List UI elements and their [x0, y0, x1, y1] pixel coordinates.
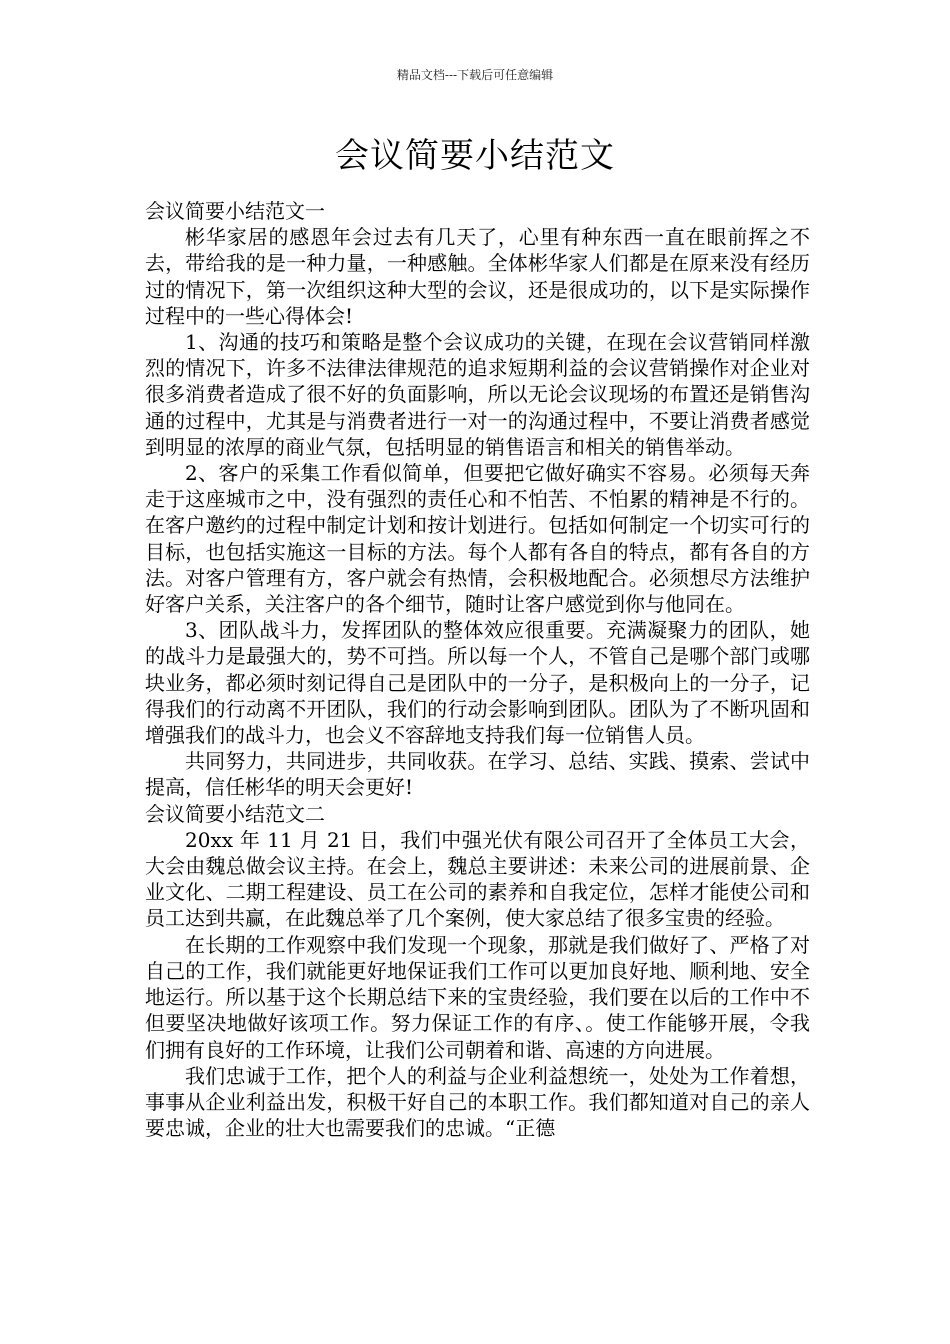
paragraph: 在长期的工作观察中我们发现一个现象，那就是我们做好了、严格了对自己的工作，我们就能更好地保证我们工作可以更加良好地、顺利地、安全地运行。所以基于这个长期总结下来的宝贵经验，我们要在以后的工作中不但要坚决地做好该项工作。努力保证工作的有序、。使工作能够开展，令我们拥有良好的工作环境，让我们公司朝着和谐、高速的方向进展。: [145, 932, 810, 1062]
document-title: 会议简要小结范文: [335, 136, 615, 176]
paragraph: 20xx 年 11 月 21 日，我们中强光伏有限公司召开了全体员工大会，大会由魏总做会议主持。在会上，魏总主要讲述：未来公司的进展前景、企业文化、二期工程建设、员工在公司的素养和自我定位，怎样才能使公司和员工达到共赢，在此魏总举了几个案例，使大家总结了很多宝贵的经验。: [145, 827, 810, 931]
paragraph: 1、沟通的技巧和策略是整个会议成功的关键，在现在会议营销同样激烈的情况下，许多不法律法律规范的追求短期利益的会议营销操作对企业对很多消费者造成了很不好的负面影响，所以无论会议现场的布置还是销售沟通的过程中，尤其是与消费者进行一对一的沟通过程中，不要让消费者感觉到明显的浓厚的商业气氛，包括明显的销售语言和相关的销售举动。: [145, 330, 810, 459]
section-heading-1: 会议简要小结范文一: [145, 199, 325, 223]
section-heading-2: 会议简要小结范文二: [145, 801, 325, 826]
paragraph: 彬华家居的感恩年会过去有几天了，心里有种东西一直在眼前挥之不去，带给我的是一种力量，一种感触。全体彬华家人们都是在原来没有经历过的情况下，第一次组织这种大型的会议，还是很成功的，以下是实际操作过程中的一些心得体会!: [145, 225, 810, 328]
paragraph: 共同努力，共同进步，共同收获。在学习、总结、实践、摸索、尝试中提高，信任彬华的明天会更好!: [145, 749, 810, 800]
document-body: [145, 198, 810, 1141]
paragraph: 我们忠诚于工作，把个人的利益与企业利益想统一，处处为工作着想，事事从企业利益出发，积极干好自己的本职工作。我们都知道对自己的亲人要忠诚，企业的壮大也需要我们的忠诚。“正德: [145, 1063, 810, 1141]
page-header-note: 精品文档---下载后可任意编辑: [396, 68, 554, 82]
paragraph: 3、团队战斗力，发挥团队的整体效应很重要。充满凝聚力的团队，她的战斗力是最强大的，势不可挡。所以每一个人，不管自己是哪个部门或哪块业务，都必须时刻记得自己是团队中的一分子，是积极向上的一分子，记得我们的行动离不开团队，我们的行动会影响到团队。团队为了不断巩固和增强我们的战斗力，也会义不容辞地支持我们每一位销售人员。: [145, 618, 810, 748]
paragraph: 2、客户的采集工作看似简单，但要把它做好确实不容易。必须每天奔走于这座城市之中，没有强烈的责任心和不怕苦、不怕累的精神是不行的。在客户邀约的过程中制定计划和按计划进行。包括如何制定一个切实可行的目标，也包括实施这一目标的方法。每个人都有各自的特点，都有各自的方法。对客户管理有方，客户就会有热情，会积极地配合。必须想尽方法维护好客户关系，关注客户的各个细节，随时让客户感觉到你与他同在。: [145, 461, 810, 617]
